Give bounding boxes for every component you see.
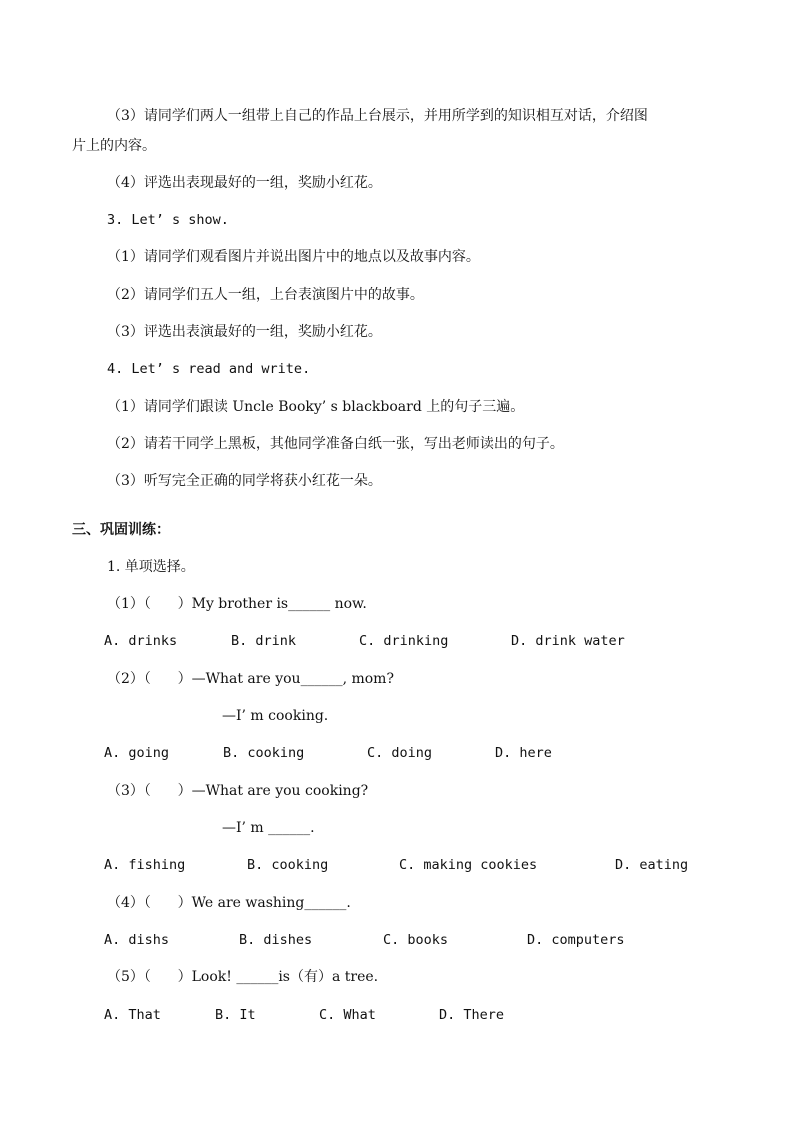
- exercise-1-title: 1. 单项选择。: [107, 559, 195, 575]
- question-2-answer-line: —I’ m cooking.: [222, 708, 329, 724]
- question-2-option-c: C. doing: [367, 745, 433, 761]
- question-3-option-a: A. fishing: [104, 857, 186, 873]
- paragraph-item-3-line-2: 片上的内容。: [72, 138, 156, 154]
- step-3-item-1: （1）请同学们观看图片并说出图片中的地点以及故事内容。: [107, 249, 480, 265]
- step-3-item-3: （3）评选出表演最好的一组，奖励小红花。: [107, 324, 382, 340]
- step-3-item-2: （2）请同学们五人一组，上台表演图片中的故事。: [107, 287, 424, 303]
- question-4-option-c: C. books: [383, 932, 449, 948]
- question-4-stem: （4）（ ）We are washing______.: [107, 895, 351, 911]
- question-2-option-d: D. here: [495, 745, 552, 761]
- question-2-option-a: A. going: [104, 745, 170, 761]
- step-4-item-1: （1）请同学们跟读 Uncle Booky’ s blackboard 上的句子三遍。: [107, 399, 525, 415]
- question-5-option-a: A. That: [104, 1007, 161, 1023]
- question-3-answer-line: —I’ m ______.: [222, 820, 315, 836]
- question-5-stem: （5）（ ）Look! ______is（有）a tree.: [107, 969, 379, 985]
- question-1-option-a: A. drinks: [104, 633, 178, 649]
- question-4-option-a: A. dishs: [104, 932, 170, 948]
- question-1-stem: （1）（ ）My brother is______ now.: [107, 596, 367, 612]
- question-5-option-b: B. It: [215, 1007, 256, 1023]
- question-3-stem: （3）（ ）—What are you cooking?: [107, 783, 369, 799]
- question-3-option-c: C. making cookies: [399, 857, 538, 873]
- question-2-option-b: B. cooking: [223, 745, 305, 761]
- question-4-option-d: D. computers: [527, 932, 625, 948]
- step-4-item-3: （3）听写完全正确的同学将获小红花一朵。: [107, 473, 382, 489]
- question-1-option-b: B. drink: [231, 633, 297, 649]
- paragraph-item-4: （4）评选出表现最好的一组，奖励小红花。: [107, 175, 382, 191]
- step-4-title: 4. Let’ s read and write.: [107, 361, 311, 377]
- question-5-option-c: C. What: [319, 1007, 376, 1023]
- question-4-option-b: B. dishes: [239, 932, 313, 948]
- question-3-option-b: B. cooking: [247, 857, 329, 873]
- question-3-option-d: D. eating: [615, 857, 689, 873]
- question-2-stem: （2）（ ）—What are you______, mom?: [107, 671, 394, 687]
- step-4-item-2: （2）请若干同学上黑板，其他同学准备白纸一张，写出老师读出的句子。: [107, 436, 564, 452]
- paragraph-item-3-line-1: （3）请同学们两人一组带上自己的作品上台展示，并用所学到的知识相互对话，介绍图: [107, 108, 648, 124]
- question-1-option-d: D. drink water: [511, 633, 625, 649]
- question-1-option-c: C. drinking: [359, 633, 449, 649]
- question-5-option-d: D. There: [439, 1007, 505, 1023]
- step-3-title: 3. Let’ s show.: [107, 212, 229, 228]
- section-3-heading: 三、巩固训练：: [72, 522, 170, 538]
